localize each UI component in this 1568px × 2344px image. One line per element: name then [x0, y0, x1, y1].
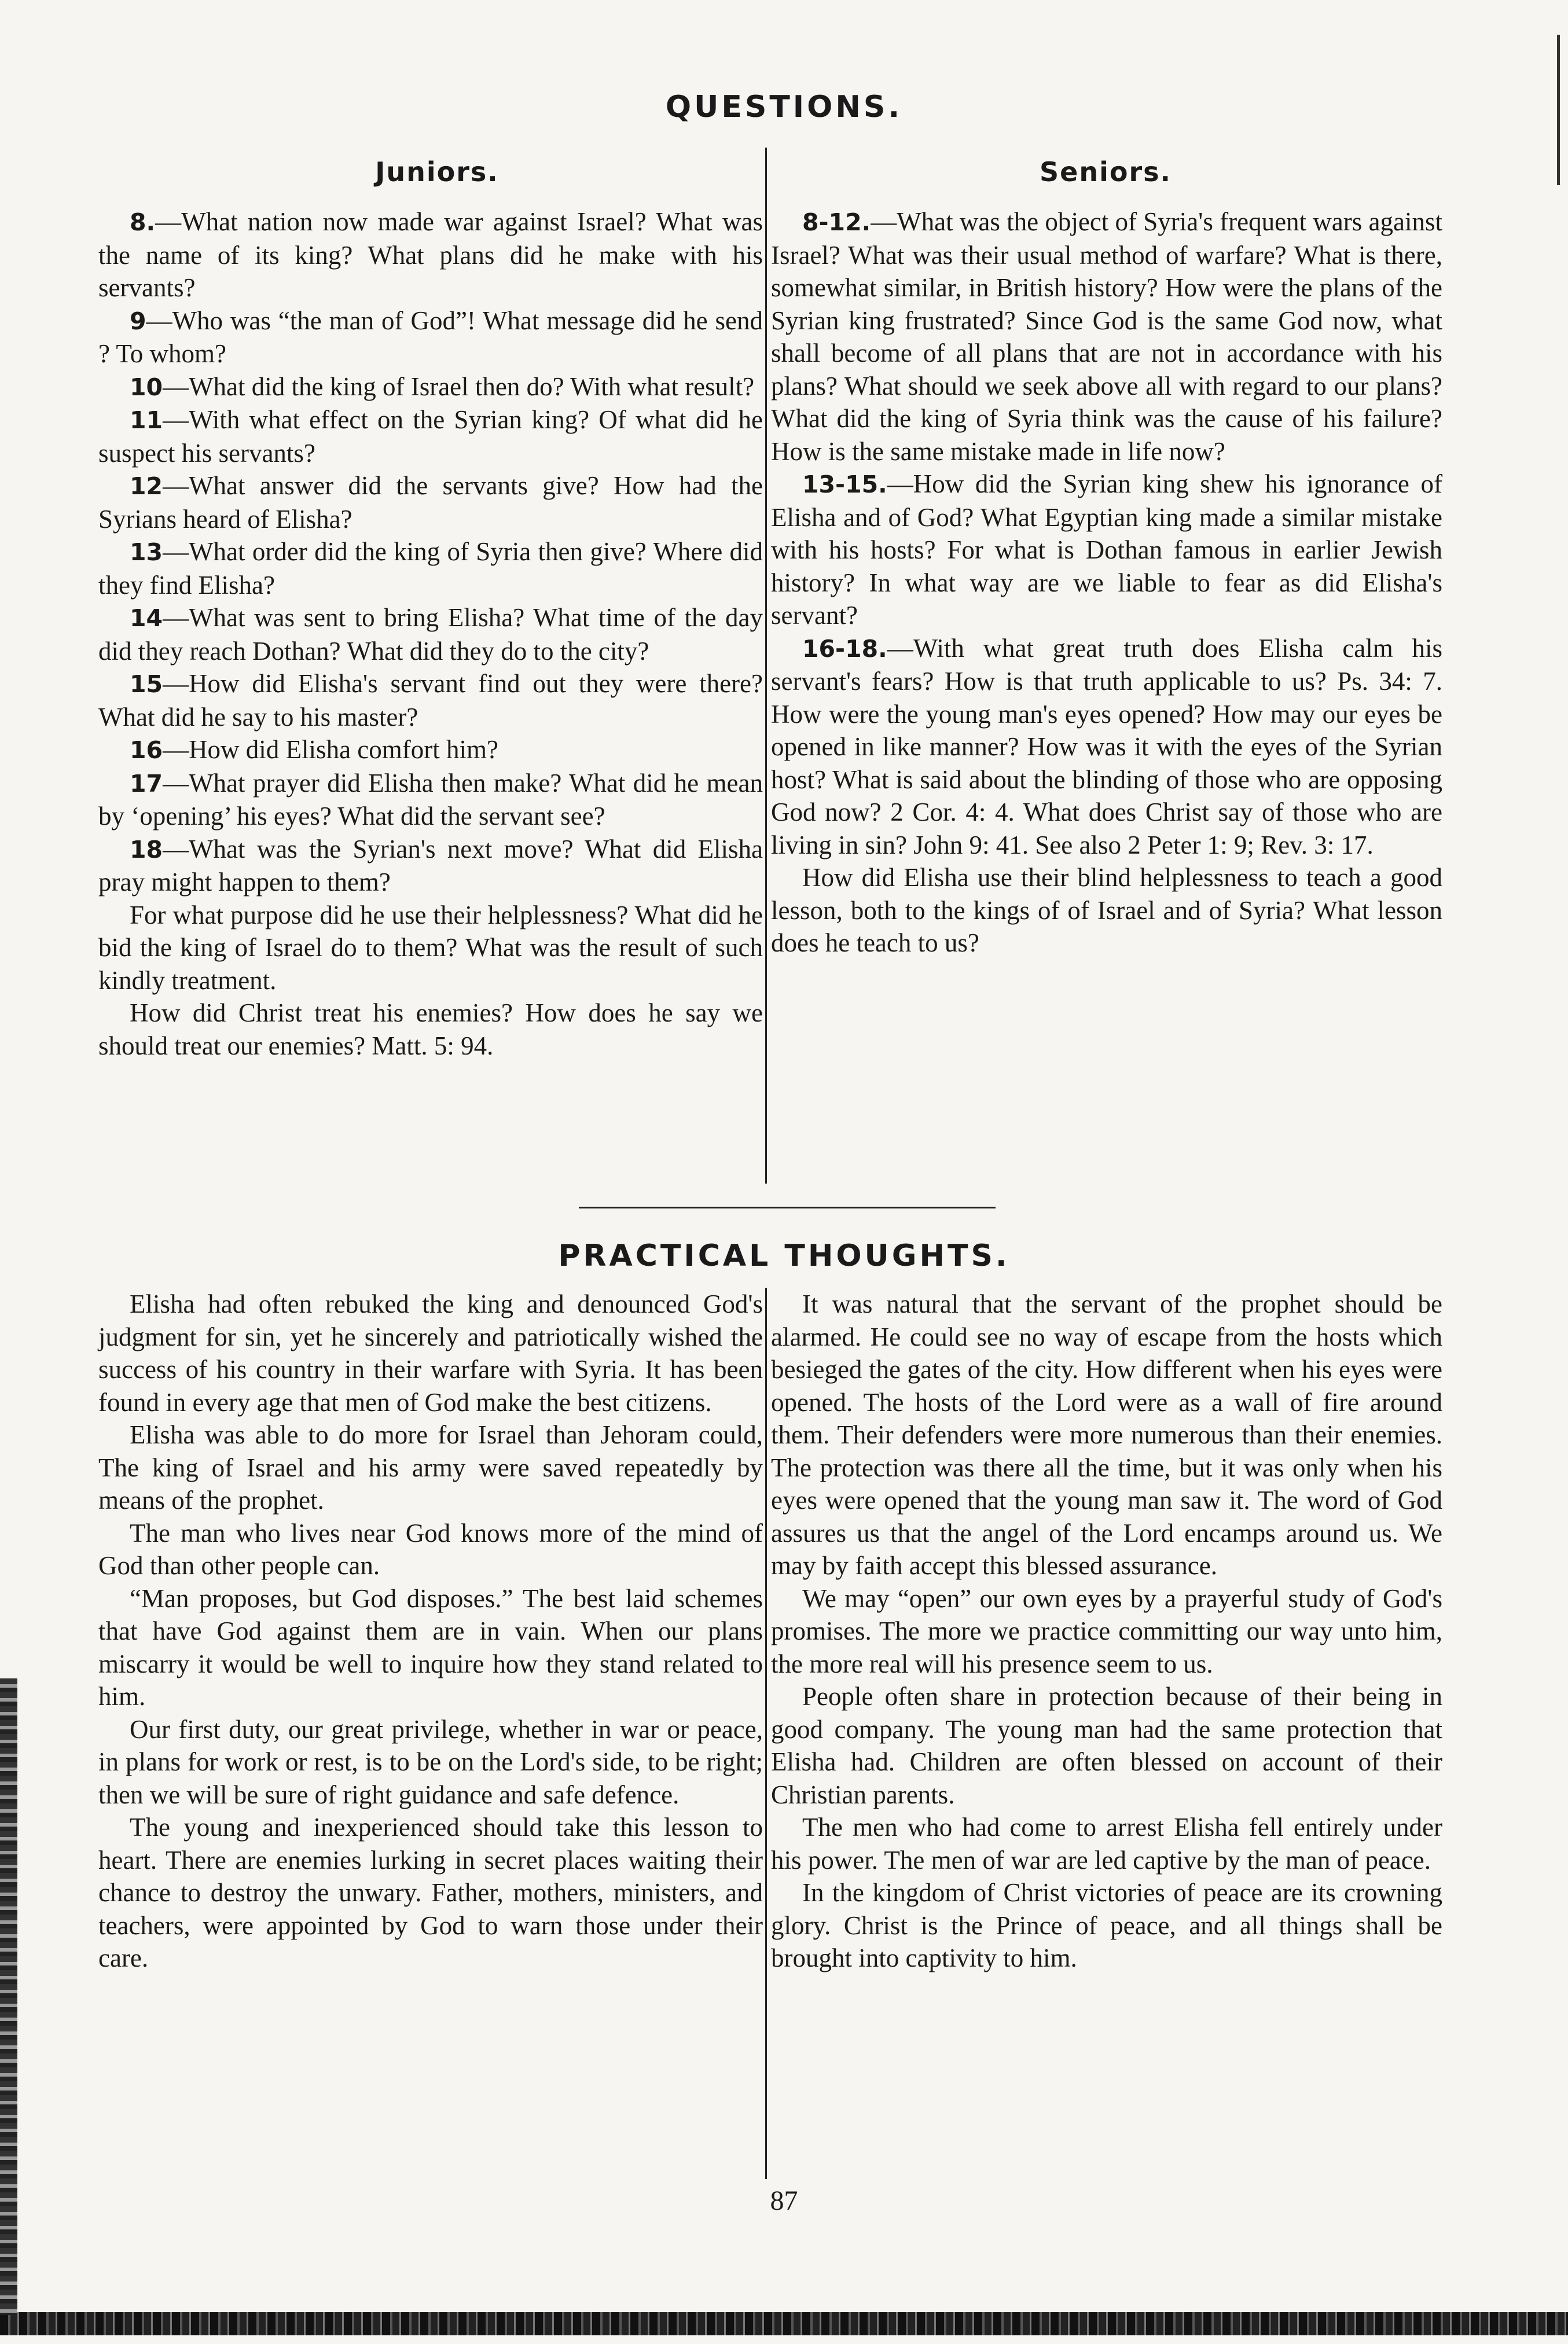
question-text: —With what effect on the Syrian king? Of what did he suspect his servants? [98, 405, 763, 468]
question-item [98, 997, 763, 1062]
thought-paragraph: The men who had come to arrest Elisha fell entirely under his power. The men of war are led captive by the man of peace. [771, 1813, 1442, 1875]
question-text: —Who was “the man of God”! What message did he send ? To whom? [98, 306, 763, 368]
question-number: 11 [130, 406, 163, 434]
thoughts-column-divider [765, 1288, 767, 2179]
question-number: 17 [130, 769, 163, 798]
question-item [771, 861, 1442, 960]
question-item [771, 468, 1442, 632]
question-number: 16 [130, 736, 163, 764]
question-item [771, 205, 1442, 468]
question-item [98, 370, 763, 404]
question-number: 8. [130, 208, 156, 236]
question-number: 14 [130, 604, 163, 632]
juniors-heading: Juniors. [375, 156, 499, 188]
thought-paragraph: We may “open” our own eyes by a prayerful study of God's promises. The more we practice committing our way unto him, the more real will his presence seem to us. [771, 1584, 1442, 1678]
question-item [98, 667, 763, 733]
question-number: 13 [130, 538, 163, 566]
question-text: —What nation now made war against Israel? What was the name of its king? What plans did he make with his servants? [98, 207, 763, 302]
thought-paragraph: Our first duty, our great privilege, whether in war or peace, in plans for work or rest, is to be on the Lord's side, to be right; then we will be sure of right guidance and safe defence. [98, 1714, 763, 1809]
question-item [98, 899, 763, 997]
seniors-questions [771, 205, 1442, 960]
question-text: —What order did the king of Syria then give? Where did they find Elisha? [98, 537, 763, 600]
question-text: —What answer did the servants give? How had the Syrians heard of Elisha? [98, 471, 763, 534]
scan-edge-right [1557, 35, 1560, 185]
question-item [98, 833, 763, 899]
question-item [98, 535, 763, 601]
question-item [98, 403, 763, 469]
practical-thoughts-heading: PRACTICAL THOUGHTS. [558, 1239, 1010, 1273]
question-item [98, 469, 763, 535]
page-number: 87 [770, 2185, 798, 2216]
juniors-questions [98, 205, 763, 1062]
thought-paragraph: In the kingdom of Christ victories of peace are its crowning glory. Christ is the Prince of peace, and all things shall be brought into captivity to him. [771, 1878, 1442, 1972]
scan-edge-left [0, 1678, 17, 2315]
question-item [98, 733, 763, 767]
section-divider-rule [579, 1207, 996, 1208]
questions-column-divider [765, 148, 767, 1184]
question-number: 9 [130, 307, 146, 335]
question-text: —What was the object of Syria's frequent wars against Israel? What was their usual method of warfare? What is there, somewhat similar, in British history? How were the plans of the Syrian king frustrated? Since God is the same God now, what shall become of all plans that are not in accordance with his plans? What should we seek above all with regard to our plans? What did the king of Syria think was the cause of his failure? How is the same mistake made in life now? [771, 207, 1442, 466]
question-item [98, 601, 763, 667]
question-number: 13-15. [802, 471, 887, 498]
thought-paragraph: “Man proposes, but God disposes.” The best laid schemes that have God against them are in vain. When our plans miscarry it would be well to inquire how they stand related to him. [98, 1584, 763, 1711]
question-text: For what purpose did he use their helplessness? What did he bid the king of Israel do to them? What was the result of such kindly treatment. [98, 900, 763, 995]
question-text: —What did the king of Israel then do? With what result? [163, 372, 755, 401]
question-text: How did Christ treat his enemies? How does he say we should treat our enemies? Matt. 5: 94. [98, 998, 763, 1060]
practical-thoughts-left-column [98, 1288, 763, 1975]
thought-paragraph: Elisha had often rebuked the king and denounced God's judgment for sin, yet he sincerely and patriotically wished the success of his country in their warfare with Syria. It has been found in every age that men of God make the best citizens. [98, 1289, 763, 1417]
question-item [98, 205, 763, 304]
question-number: 16-18. [802, 634, 887, 663]
thought-paragraph: The man who lives near God knows more of the mind of God than other people can. [98, 1518, 763, 1580]
question-text: —What prayer did Elisha then make? What did he mean by ‘opening’ his eyes? What did the servant see? [98, 768, 763, 831]
practical-thoughts-right-column [771, 1288, 1442, 1975]
questions-heading: QUESTIONS. [665, 90, 903, 124]
question-number: 12 [130, 472, 163, 500]
question-item [771, 632, 1442, 862]
question-text: —How did the Syrian king shew his ignorance of Elisha and of God? What Egyptian king made a similar mistake with his hosts? For what is Dothan famous in earlier Jewish history? In what way are we liable to fear as did Elisha's servant? [771, 469, 1442, 630]
question-text: —How did Elisha comfort him? [163, 735, 498, 764]
thought-paragraph: People often share in protection because of their being in good company. The young man had the same protection that Elisha had. Children are often blessed on account of their Christian parents. [771, 1682, 1442, 1809]
seniors-heading: Seniors. [1040, 156, 1172, 188]
question-text: —How did Elisha's servant find out they were there? What did he say to his master? [98, 669, 763, 732]
thought-paragraph: Elisha was able to do more for Israel than Jehoram could, The king of Israel and his army were saved repeatedly by means of the prophet. [98, 1420, 763, 1515]
question-number: 10 [130, 373, 163, 401]
question-text: —What was sent to bring Elisha? What time of the day did they reach Dothan? What did they do to the city? [98, 603, 763, 666]
scan-edge-bottom [0, 2312, 1568, 2335]
question-item [98, 767, 763, 833]
question-item [98, 304, 763, 370]
question-text: —With what great truth does Elisha calm his servant's fears? How is that truth applicable to us? Ps. 34: 7. How were the young man's eyes opened? How may our eyes be opened in like manner? How was it with the eyes of the Syrian host? What is said about the blinding of those who are opposing God now? 2 Cor. 4: 4. What does Christ say of those who are living in sin? John 9: 41. See also 2 Peter 1: 9; Rev. 3: 17. [771, 633, 1442, 859]
question-number: 15 [130, 670, 163, 698]
question-text: —What was the Syrian's next move? What did Elisha pray might happen to them? [98, 834, 763, 897]
thought-paragraph: It was natural that the servant of the prophet should be alarmed. He could see no way of escape from the hosts which besieged the gates of the city. How different when his eyes were opened. The hosts of the Lord were as a wall of fire around them. Their defenders were more numerous than their enemies. The protection was there all the time, but it was only when his eyes were opened that the young man saw it. The word of God assures us that the angel of the Lord encamps around us. We may by faith accept this blessed assurance. [771, 1289, 1442, 1580]
question-text: How did Elisha use their blind helplessness to teach a good lesson, both to the kings of of Israel and of Syria? What lesson does he teach to us? [771, 863, 1442, 957]
thought-paragraph: The young and inexperienced should take this lesson to heart. There are enemies lurking in secret places waiting their chance to destroy the unwary. Father, mothers, ministers, and teachers, were appointed by God to warn those under their care. [98, 1813, 763, 1972]
question-number: 18 [130, 835, 163, 864]
question-number: 8-12. [802, 208, 871, 236]
